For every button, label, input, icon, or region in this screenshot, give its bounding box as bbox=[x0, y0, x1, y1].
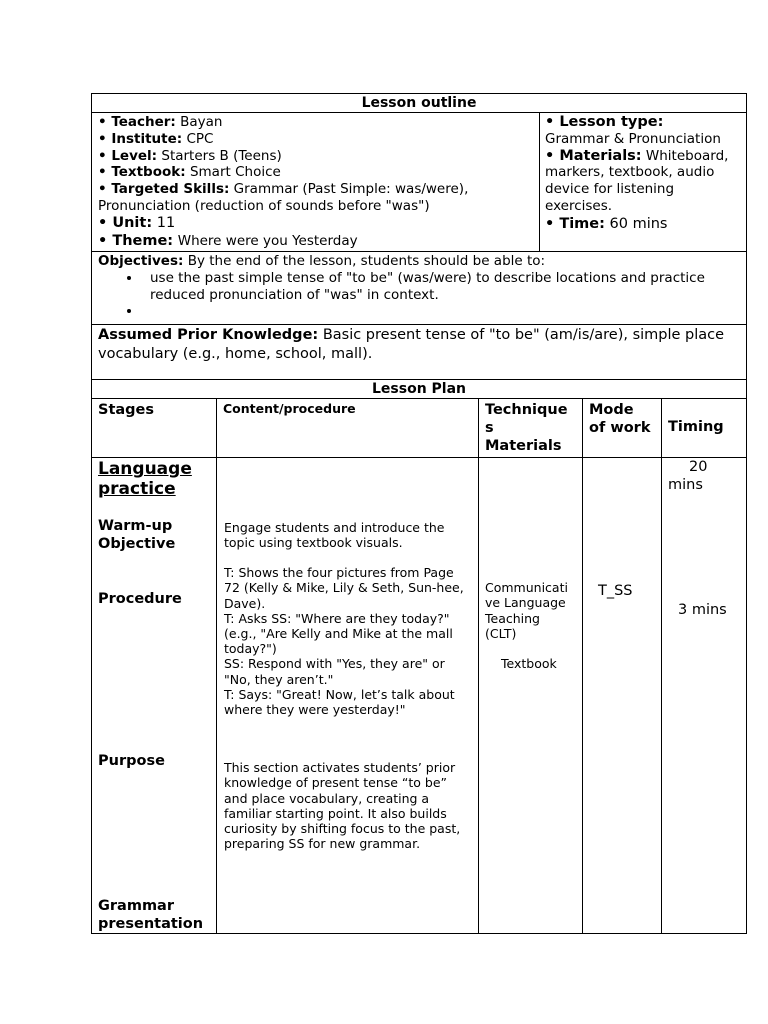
theme-line: • Theme: Where were you Yesterday bbox=[98, 232, 358, 249]
prior-knowledge-text: Basic present tense of "to be" (am/is/are), simple place vocabulary (e.g., home, school, mall). bbox=[98, 327, 725, 363]
content-cell bbox=[217, 458, 479, 934]
time-line: • Time: 60 mins bbox=[545, 215, 668, 232]
prior-knowledge-cell bbox=[92, 325, 747, 380]
unit-value: 11 bbox=[156, 214, 176, 231]
materials-value: Whiteboard, markers, textbook, audio device for listening exercises. bbox=[545, 147, 729, 214]
lesson-plan-table bbox=[91, 379, 747, 934]
objectives-label: Objectives: bbox=[98, 253, 184, 269]
col-techniques-header: Technique s Materials bbox=[479, 399, 583, 458]
mode-value: T_SS bbox=[598, 583, 633, 600]
prior-knowledge-label: Assumed Prior Knowledge: bbox=[98, 327, 319, 344]
lesson-type-value: Grammar & Pronunciation bbox=[545, 130, 721, 147]
procedure-text: T: Shows the four pictures from Page 72 (Kelly & Mike, Lily & Seth, Sun-hee, Dave). T: Asks SS: "Where are they today?" (e.g., "Are Kelly and Mike at the mall today?") SS: Respond with "Yes, they are" or "No, they aren’t." T: Says: "Great! Now, let’s talk about where they were yesterday!" bbox=[224, 565, 464, 718]
unit-line: • Unit: 11 bbox=[98, 214, 176, 231]
level-value: Starters B (Teens) bbox=[161, 147, 282, 164]
col-content-header: Content/procedure bbox=[217, 399, 479, 458]
stage-grammar-presentation: Grammar presentation bbox=[98, 898, 204, 933]
teacher-line: • Teacher: Bayan bbox=[98, 114, 223, 130]
stage-warmup: Warm-up Objective bbox=[98, 518, 176, 553]
stage-purpose: Purpose bbox=[98, 753, 165, 770]
col-stages-header: Stages bbox=[92, 399, 217, 458]
theme-value: Where were you Yesterday bbox=[177, 232, 358, 249]
objectives-intro: Objectives: By the end of the lesson, students should be able to: bbox=[98, 253, 546, 269]
time-value: 60 mins bbox=[609, 215, 668, 232]
timing-total: 20 mins bbox=[668, 459, 708, 494]
outline-title: Lesson outline bbox=[92, 94, 747, 113]
institute-value: CPC bbox=[186, 130, 214, 147]
lesson-outline-table bbox=[91, 93, 747, 380]
timing-cell bbox=[662, 458, 747, 934]
technique-clt: Communicati ve Language Teaching (CLT) bbox=[485, 580, 568, 641]
outline-left-cell bbox=[92, 113, 540, 252]
objective-item: • use the past simple tense of "to be" (was/were) to describe locations and practice reduced pronunciation of "was" in context. bbox=[142, 270, 740, 304]
level-line: • Level: Starters B (Teens) bbox=[98, 147, 282, 164]
col-mode-header: Mode of work bbox=[583, 399, 662, 458]
skills-line: • Targeted Skills: Grammar (Past Simple: was/were), Pronunciation (reduction of sounds before "was") bbox=[98, 181, 469, 214]
objective-item-empty bbox=[142, 303, 740, 320]
mode-cell bbox=[583, 458, 662, 934]
col-timing-header: Timing bbox=[662, 399, 747, 458]
lesson-document bbox=[91, 93, 746, 934]
stages-cell bbox=[92, 458, 217, 934]
techniques-cell bbox=[479, 458, 583, 934]
institute-line: • Institute: CPC bbox=[98, 130, 214, 147]
skills-value: Grammar (Past Simple: was/were), Pronunciation (reduction of sounds before "was") bbox=[98, 181, 469, 214]
lesson-type-label: • Lesson type: bbox=[545, 114, 664, 130]
stage-procedure: Procedure bbox=[98, 591, 182, 608]
textbook-line: • Textbook: Smart Choice bbox=[98, 164, 281, 181]
objectives-cell bbox=[92, 252, 747, 325]
technique-textbook: Textbook bbox=[501, 656, 557, 672]
objectives-list bbox=[98, 270, 740, 320]
purpose-text: This section activates students’ prior knowledge of present tense “to be” and place vocabulary, creating a familiar starting point. It also builds curiosity by shifting focus to the past, preparing SS for new grammar. bbox=[224, 760, 461, 852]
teacher-value: Bayan bbox=[180, 114, 223, 130]
lesson-plan-title: Lesson Plan bbox=[92, 380, 747, 399]
outline-right-cell bbox=[540, 113, 747, 252]
textbook-value: Smart Choice bbox=[189, 164, 281, 181]
materials-line: • Materials: Whiteboard, markers, textbook, audio device for listening exercises. bbox=[545, 147, 729, 214]
warmup-objective-text: Engage students and introduce the topic using textbook visuals. bbox=[224, 520, 445, 551]
timing-warmup: 3 mins bbox=[678, 602, 727, 619]
stage-language-practice: Language practice bbox=[98, 459, 192, 500]
